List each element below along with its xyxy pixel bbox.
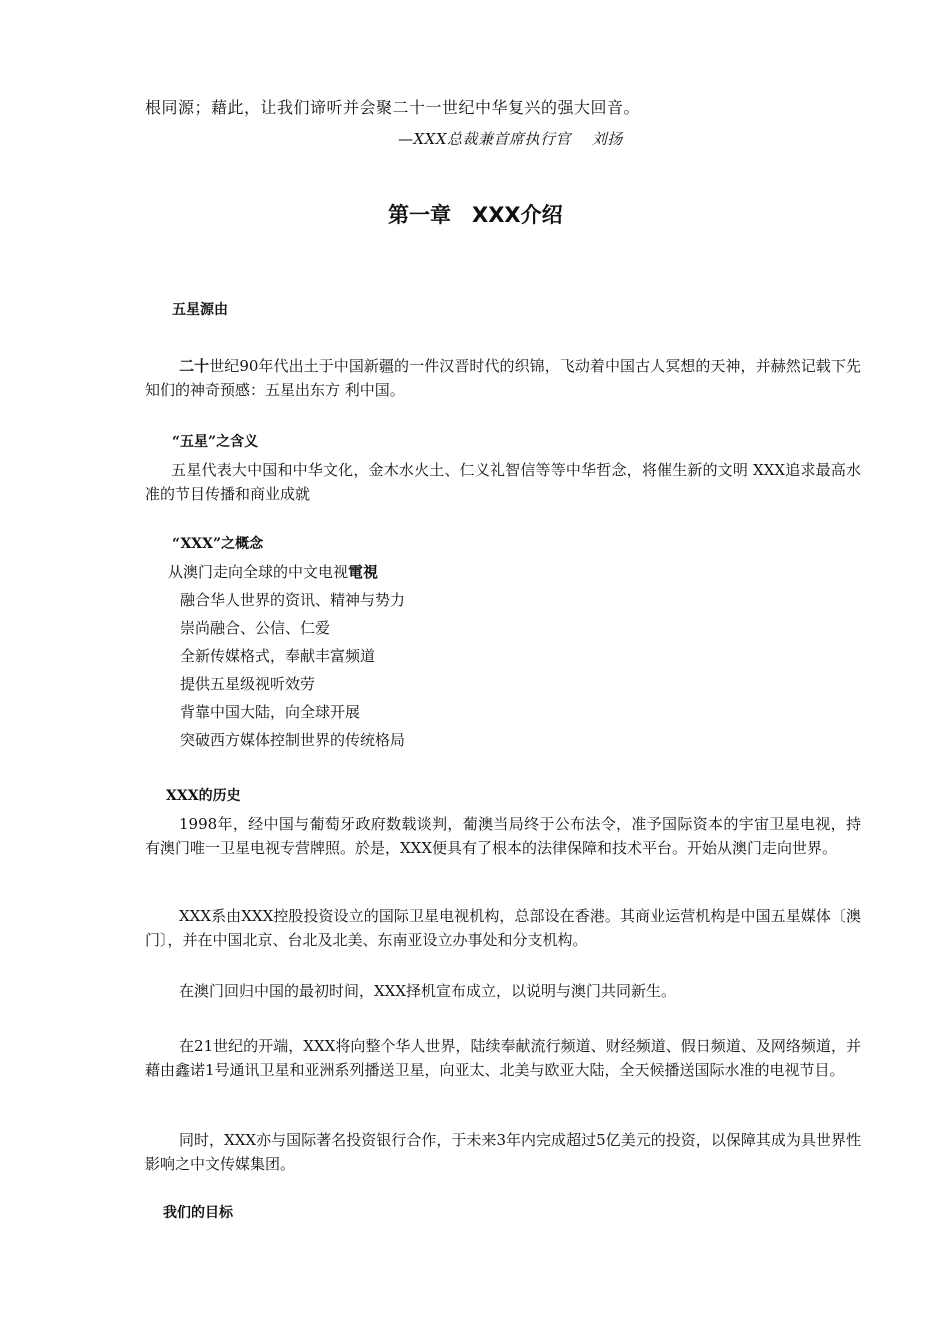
history-paragraph [145, 979, 861, 1003]
section-heading-origin: 五星源由 [172, 302, 228, 318]
concept-item: 突破西方媒体控制世界的传统格局 [180, 731, 406, 749]
history-paragraph-text: XXX系由XXX控股投资设立的国际卫星电视机构，总部设在香港。其商业运营机构是中国五星媒体〔澳门〕，并在中国北京、台北及北美、东南亚设立办事处和分支机构。 [145, 907, 861, 949]
history-paragraph-text: 在澳门回归中国的最初时间，XXX择机宣布成立，以说明与澳门共同新生。 [179, 982, 677, 1000]
concept-item: 崇尚融合、公信、仁爱 [180, 619, 331, 637]
history-paragraph-text: 1998年，经中国与葡萄牙政府数载谈判，葡澳当局终于公布法令，准予国际资本的宇宙卫星电视，持有澳门唯一卫星电视专营牌照。於是，XXX便具有了根本的法律保障和技术平台。开始从澳门走向世界。 [145, 815, 861, 857]
history-paragraph-text: 同时，XXX亦与国际著名投资银行合作，于未来3年内完成超过5亿美元的投资，以保障其成为具世界性影响之中文传媒集团。 [145, 1131, 861, 1173]
intro-tail-line: 根同源；藉此，让我们谛听并会聚二十一世纪中华复兴的强大回音。 [145, 98, 641, 117]
concept-lead: 从澳门走向全球的中文电视 [168, 563, 349, 581]
concept-item: 融合华人世界的资讯、精神与势力 [180, 591, 406, 609]
signature: —XXX总裁兼首席执行官 刘扬 [398, 130, 623, 148]
origin-body: 世纪90年代出土于中国新疆的一件汉晋时代的织锦，飞动着中国古人冥想的天神，并赫然记载下先知们的神奇预感：五星出东方 利中国。 [145, 357, 861, 399]
origin-lead: 二十 [179, 357, 210, 375]
chapter-title: 第一章 XXX介绍 [388, 203, 563, 227]
concept-item: 全新传媒格式，奉献丰富频道 [180, 647, 376, 665]
history-paragraph [145, 812, 861, 860]
concept-item: 提供五星级视听效劳 [180, 675, 316, 693]
history-paragraph [145, 904, 861, 952]
section-heading-history: XXX的历史 [166, 788, 241, 804]
concept-lead-tail: 電視 [348, 563, 379, 581]
concept-item: 背靠中国大陆，向全球开展 [180, 703, 361, 721]
meaning-body: 五星代表大中国和中华文化，金木水火土、仁义礼智信等等中华哲念，将催生新的文明 XXX追求最高水准的节目传播和商业成就 [145, 461, 861, 503]
section-heading-concept: “XXX”之概念 [172, 536, 264, 552]
concept-lead-line [168, 562, 378, 582]
section-heading-meaning: “五星”之含义 [172, 434, 259, 450]
history-paragraph-text: 在21世纪的开端，XXX将向整个华人世界，陆续奉献流行频道、财经频道、假日频道、及网络频道，并藉由鑫诺1号通讯卫星和亚洲系列播送卫星，向亚太、北美与欧亚大陆，全天候播送国际水准的电视节目。 [145, 1037, 861, 1079]
origin-paragraph [145, 354, 861, 402]
meaning-paragraph [145, 458, 861, 506]
section-heading-goals: 我们的目标 [163, 1205, 233, 1221]
history-paragraph [145, 1128, 861, 1176]
history-paragraph [145, 1034, 861, 1082]
